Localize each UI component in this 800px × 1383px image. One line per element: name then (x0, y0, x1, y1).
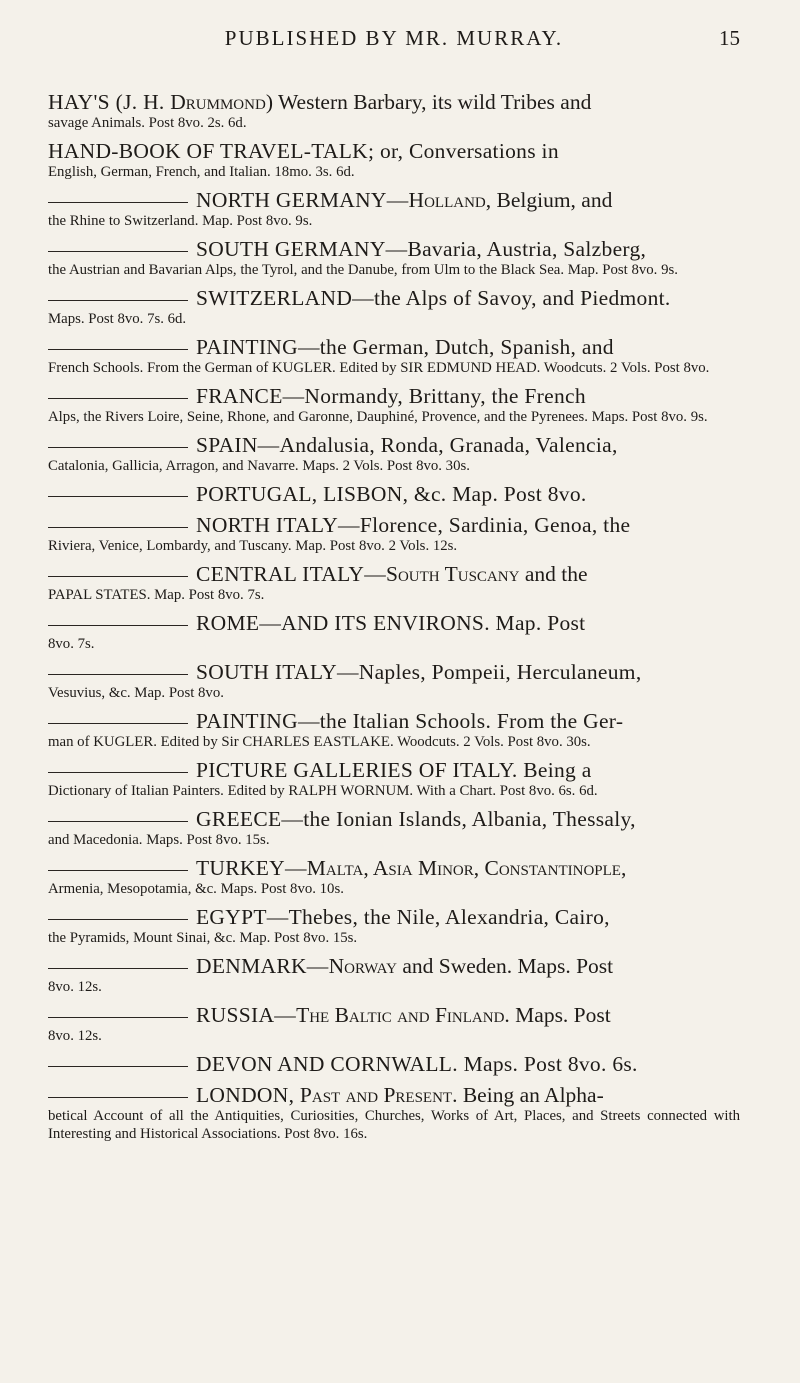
entry-heading (48, 139, 740, 163)
entry-heading (48, 513, 740, 537)
running-title: PUBLISHED BY MR. MURRAY. (224, 26, 564, 50)
catalogue-entry (48, 807, 740, 849)
entry-title-rest: , Belgium, and (485, 188, 613, 212)
entry-heading (48, 856, 740, 880)
entry-heading (48, 90, 740, 114)
entry-heading (48, 611, 740, 635)
entry-title: PORTUGAL, LISBON, &c. Map. Post 8vo. (196, 482, 587, 506)
entry-detail: 8vo. 12s. (48, 1028, 102, 1044)
catalogue-entries (48, 90, 740, 1150)
entry-detail: the Rhine to Switzerland. Map. Post 8vo. 9s. (48, 213, 313, 229)
entry-detail: PAPAL STATES. Map. Post 8vo. 7s. (48, 587, 265, 603)
ditto-dash (48, 919, 188, 920)
entry-title: NORTH ITALY—Florence, Sardinia, Genoa, the (196, 513, 631, 537)
entry-title: NORTH GERMANY— (196, 188, 409, 212)
entry-heading (48, 1003, 740, 1027)
entry-detail: Vesuvius, &c. Map. Post 8vo. (48, 685, 224, 701)
ditto-dash (48, 447, 188, 448)
catalogue-entry (48, 513, 740, 555)
ditto-dash (48, 576, 188, 577)
entry-title: PAINTING—the German, Dutch, Spanish, and (196, 335, 614, 359)
entry-detail: man of KUGLER. Edited by Sir CHARLES EASTLAKE. Woodcuts. 2 Vols. Post 8vo. 30s. (48, 734, 591, 750)
entry-heading (48, 188, 740, 212)
entry-title-smallcaps: Norway (328, 954, 397, 978)
entry-title-rest: and Sweden. Maps. Post (396, 954, 614, 978)
ditto-dash (48, 349, 188, 350)
catalogue-entry (48, 482, 740, 506)
running-head (48, 26, 740, 54)
entry-detail: the Pyramids, Mount Sinai, &c. Map. Post 8vo. 15s. (48, 930, 358, 946)
entry-detail: 8vo. 12s. (48, 979, 102, 995)
ditto-dash (48, 772, 188, 773)
entry-heading (48, 1052, 740, 1076)
entry-title-smallcaps: South Tuscany (386, 562, 520, 586)
entry-title: RUSSIA— (196, 1003, 297, 1027)
ditto-dash (48, 251, 188, 252)
entry-title: HAND-BOOK OF TRAVEL-TALK; or, Conversations in (48, 139, 559, 163)
entry-title: DEVON AND CORNWALL. Maps. Post 8vo. 6s. (196, 1052, 638, 1076)
entry-title: PICTURE GALLERIES OF ITALY. Being a (196, 758, 592, 782)
catalogue-entry (48, 286, 740, 328)
catalogue-entry (48, 905, 740, 947)
entry-heading (48, 1083, 740, 1107)
catalogue-entry (48, 384, 740, 426)
entry-detail: 8vo. 7s. (48, 636, 95, 652)
catalogue-entry (48, 139, 740, 181)
entry-detail: Dictionary of Italian Painters. Edited by RALPH WORNUM. With a Chart. Post 8vo. 6s. 6d. (48, 783, 598, 799)
ditto-dash (48, 625, 188, 626)
catalogue-entry (48, 335, 740, 377)
ditto-dash (48, 1066, 188, 1067)
catalogue-entry (48, 1083, 740, 1143)
ditto-dash (48, 1017, 188, 1018)
entry-title-smallcaps: Malta, Asia Minor, Constantinople, (306, 856, 627, 880)
entry-heading (48, 807, 740, 831)
entry-detail: the Austrian and Bavarian Alps, the Tyrol, and the Danube, from Ulm to the Black Sea. Map. Post 8vo. 9s. (48, 262, 678, 278)
entry-title-rest: . Being an Alpha- (452, 1083, 604, 1107)
catalogue-entry (48, 709, 740, 751)
ditto-dash (48, 723, 188, 724)
entry-heading (48, 433, 740, 457)
entry-title: CENTRAL ITALY— (196, 562, 387, 586)
catalogue-entry (48, 856, 740, 898)
entry-detail: Armenia, Mesopotamia, &c. Maps. Post 8vo. 10s. (48, 881, 344, 897)
entry-title: ROME—AND ITS ENVIRONS. Map. Post (196, 611, 586, 635)
ditto-dash (48, 202, 188, 203)
entry-heading (48, 758, 740, 782)
entry-title-rest: . Maps. Post (504, 1003, 611, 1027)
entry-title-smallcaps: Drummond (170, 90, 266, 114)
entry-heading (48, 237, 740, 261)
entry-title: FRANCE—Normandy, Brittany, the French (196, 384, 586, 408)
entry-heading (48, 482, 740, 506)
ditto-dash (48, 674, 188, 675)
catalogue-entry (48, 562, 740, 604)
entry-title: SOUTH GERMANY—Bavaria, Austria, Salzberg, (196, 237, 647, 261)
entry-detail: French Schools. From the German of KUGLER. Edited by SIR EDMUND HEAD. Woodcuts. 2 Vols. Post 8vo. (48, 360, 710, 376)
entry-detail: and Macedonia. Maps. Post 8vo. 15s. (48, 832, 270, 848)
entry-title-smallcaps: Holland (408, 188, 486, 212)
entry-title: TURKEY— (196, 856, 307, 880)
entry-title: LONDON, (196, 1083, 300, 1107)
catalogue-entry (48, 758, 740, 800)
entry-title: DENMARK— (196, 954, 329, 978)
ditto-dash (48, 527, 188, 528)
entry-detail: Riviera, Venice, Lombardy, and Tuscany. Map. Post 8vo. 2 Vols. 12s. (48, 538, 458, 554)
catalogue-entry (48, 660, 740, 702)
entry-title: GREECE—the Ionian Islands, Albania, Thessaly, (196, 807, 636, 831)
catalogue-entry (48, 1003, 740, 1045)
entry-title-rest: ) Western Barbary, its wild Tribes and (265, 90, 592, 114)
entry-heading (48, 562, 740, 586)
entry-heading (48, 660, 740, 684)
ditto-dash (48, 1097, 188, 1098)
entry-heading (48, 335, 740, 359)
entry-title-smallcaps: The Baltic and Finland (296, 1003, 505, 1027)
ditto-dash (48, 496, 188, 497)
catalogue-entry (48, 611, 740, 653)
entry-heading (48, 384, 740, 408)
entry-title: SOUTH ITALY—Naples, Pompeii, Herculaneum, (196, 660, 642, 684)
catalogue-entry (48, 90, 740, 132)
entry-title: EGYPT—Thebes, the Nile, Alexandria, Cairo, (196, 905, 610, 929)
ditto-dash (48, 968, 188, 969)
entry-heading (48, 954, 740, 978)
ditto-dash (48, 398, 188, 399)
entry-title: PAINTING—the Italian Schools. From the Ger- (196, 709, 624, 733)
entry-heading (48, 905, 740, 929)
catalogue-entry (48, 954, 740, 996)
catalogue-entry (48, 237, 740, 279)
entry-title-smallcaps: Past and Present (299, 1083, 453, 1107)
entry-title: SWITZERLAND—the Alps of Savoy, and Piedmont. (196, 286, 671, 310)
entry-detail: betical Account of all the Antiquities, Curiosities, Churches, Works of Art, Places, and Streets connected with Interesting and Historical Associations. Post 8vo. 16s. (48, 1108, 740, 1142)
entry-title: SPAIN—Andalusia, Ronda, Granada, Valencia, (196, 433, 618, 457)
entry-detail: savage Animals. Post 8vo. 2s. 6d. (48, 115, 247, 131)
entry-detail: English, German, French, and Italian. 18mo. 3s. 6d. (48, 164, 355, 180)
entry-heading (48, 286, 740, 310)
ditto-dash (48, 870, 188, 871)
catalogue-entry (48, 1052, 740, 1076)
entry-detail: Alps, the Rivers Loire, Seine, Rhone, and Garonne, Dauphiné, Provence, and the Pyrenees. Maps. Post 8vo. 9s. (48, 409, 708, 425)
entry-heading (48, 709, 740, 733)
entry-detail: Catalonia, Gallicia, Arragon, and Navarre. Maps. 2 Vols. Post 8vo. 30s. (48, 458, 470, 474)
ditto-dash (48, 821, 188, 822)
entry-title: HAY'S (J. H. (48, 90, 171, 114)
page-number: 15 (719, 26, 740, 50)
ditto-dash (48, 300, 188, 301)
entry-detail: Maps. Post 8vo. 7s. 6d. (48, 311, 187, 327)
catalogue-entry (48, 433, 740, 475)
catalogue-entry (48, 188, 740, 230)
entry-title-rest: and the (519, 562, 588, 586)
